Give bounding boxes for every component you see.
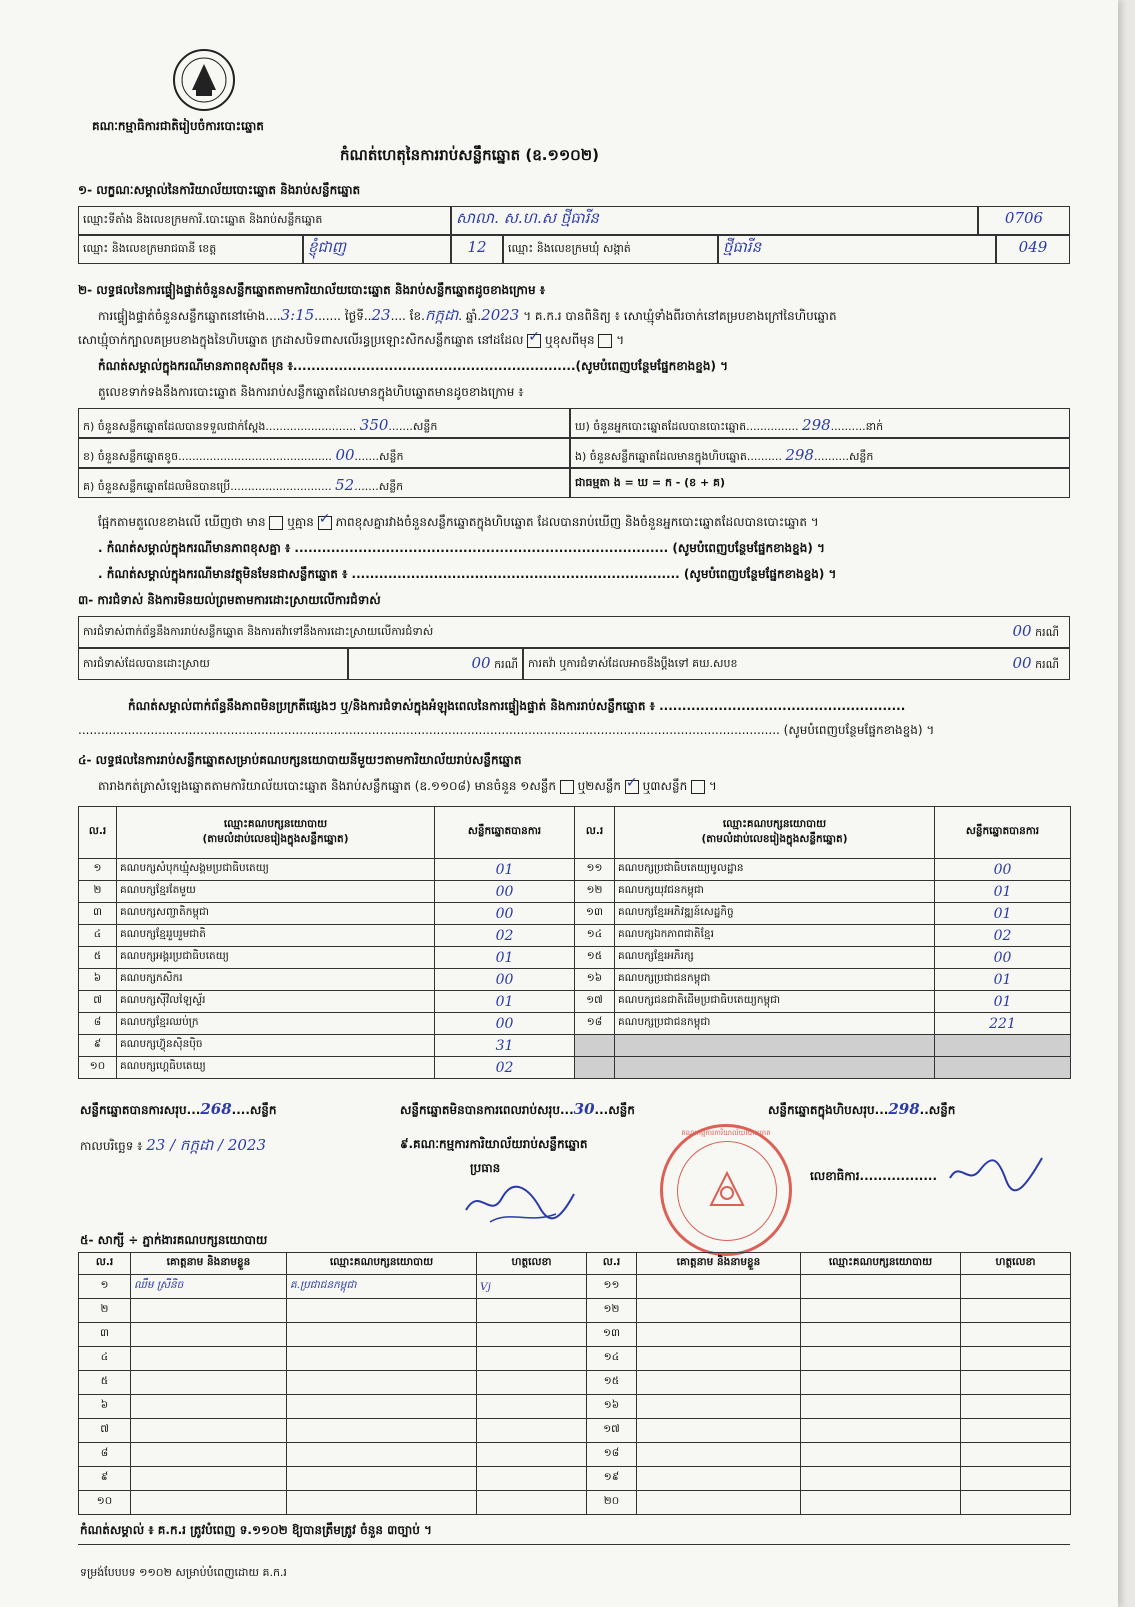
figure-a: ក) ចំនួនសន្លឹកឆ្នោតដែលបានទទួលជាក់ស្តែង.......................... 350.......សន្លឹក — [78, 408, 570, 438]
chair-signature-icon — [460, 1180, 580, 1228]
month-label: ខែ — [409, 309, 422, 323]
party-no: ១២ — [575, 881, 615, 903]
commune-value: ថ្មីធារីន — [723, 238, 762, 256]
table-row — [79, 1347, 1071, 1371]
time-label: ការផ្ទៀងផ្ទាត់ចំនួនសន្លឹកឆ្នោតនៅម៉ោង — [98, 309, 266, 323]
changed-note: កំណត់សម្គាល់ក្នុងករណីមានភាពខុសពីមុន ៖..............................................................(សូមបំពេញបន្ថែមផ្នែកខាងខ្នង) ។ — [98, 359, 729, 373]
figure-a-label: ក) ចំនួនសន្លឹកឆ្នោតដែលបានទទួលជាក់ស្តែង — [83, 420, 266, 433]
office-label: ឈ្មោះទីតាំង និងលេខក្រមការិ.បោះឆ្នោត និងរាប់សន្លឹកឆ្នោត — [78, 206, 451, 235]
w-col-no-right: ល.រ — [587, 1253, 637, 1275]
office-code-cell — [978, 206, 1070, 235]
difference-text: ភាពខុសគ្នារវាងចំនួនសន្លឹកឆ្នោតក្នុងហិបឆ្នោត ដែលបានរាប់ឃើញ និងចំនួនអ្នកបោះឆ្នោតដែលបានបោះឆ្នោត ។ — [335, 515, 819, 529]
nec-emblem-icon — [170, 46, 238, 114]
witness-no: ៣ — [79, 1323, 131, 1347]
formula: ជាធម្មតា ង = ឃ = ក - (ខ + គ) — [570, 468, 1070, 498]
party-name: គណបក្សស៊ីវិលឡៃស្ទ័រ — [117, 991, 435, 1013]
table-row — [79, 1467, 1071, 1491]
col-no-right: ល.រ — [575, 807, 615, 859]
party-no: ១៣ — [575, 903, 615, 925]
witness-name — [637, 1347, 801, 1371]
appeal-cell — [523, 648, 1070, 680]
tally-line: តារាងកត់ត្រាសំឡេងឆ្នោតតាមការិយាល័យបោះឆ្នោត និងរាប់សន្លឹកឆ្នោត (ឧ.១១០៨) មានចំនួន ១សន្លឹក ឬ២សន្លឹក ✓ ឬ៣សន្លឹក ។ — [98, 778, 717, 796]
witness-name — [637, 1395, 801, 1419]
party-votes: 02 — [435, 925, 575, 947]
witness-name: ឈឹម ស្រីនិច — [131, 1275, 287, 1299]
sum-box: សន្លឹកឆ្នោតក្នុងហិបសរុប...298..សន្លឹក — [768, 1100, 956, 1118]
year-label: ឆ្នាំ — [465, 309, 478, 323]
committee-name: គណៈកម្មាធិការជាតិរៀបចំការបោះឆ្នោត — [92, 119, 264, 133]
figure-e-label: ង) ចំនួនសន្លឹកឆ្នោតដែលមានក្នុងហិបឆ្នោត — [575, 450, 747, 463]
table-row — [79, 991, 1071, 1013]
table-row — [79, 925, 1071, 947]
party-votes: 00 — [935, 947, 1071, 969]
witness-signature — [961, 1299, 1071, 1323]
witness-name — [637, 1323, 801, 1347]
witness-party — [801, 1395, 961, 1419]
witness-signature — [961, 1443, 1071, 1467]
office-value-cell — [451, 206, 978, 235]
check-time: 3:15 — [280, 306, 315, 324]
witness-signature — [477, 1443, 587, 1467]
sum-invalid-value: 30 — [573, 1100, 595, 1118]
witness-table — [78, 1252, 1071, 1515]
sum-valid: សន្លឹកឆ្នោតបានការសរុប...268....សន្លឹក — [80, 1100, 277, 1118]
witness-no: ៧ — [79, 1419, 131, 1443]
check-year: 2023 — [481, 306, 520, 324]
party-votes: 00 — [435, 881, 575, 903]
resolved-value: 00 — [471, 654, 491, 672]
figure-a-value: 350 — [359, 416, 389, 434]
table-row — [79, 903, 1071, 925]
witness-party — [287, 1323, 477, 1347]
section1-heading: ១- លក្ខណៈសម្គាល់នៃការិយាល័យបោះឆ្នោត និងរាប់សន្លឹកឆ្នោត — [78, 183, 361, 197]
objection-row-1-value: 00 — [1012, 622, 1032, 640]
witness-party — [801, 1443, 961, 1467]
party-no: ១៦ — [575, 969, 615, 991]
difference-line — [98, 514, 819, 532]
party-name: គណបក្សឯកភាពជាតិខ្មែរ — [615, 925, 935, 947]
sum-valid-value: 268 — [200, 1100, 232, 1118]
seal-status-text: សោឃ្មុំចាក់ក្បាលគម្របខាងក្នុងនៃហិបឆ្នោត ក្រដាសបិទពាសលើរន្ធប្រឡោះសិកសន្លឹកឆ្នោត នៅដដែល — [78, 333, 524, 347]
figure-d-value: 298 — [802, 416, 831, 434]
form-code: ទម្រង់បែបបទ ១១០២ សម្រាប់បំពេញដោយ គ.ក.រ — [80, 1566, 287, 1579]
party-no: ៧ — [79, 991, 117, 1013]
witness-name — [131, 1443, 287, 1467]
witness-name — [637, 1299, 801, 1323]
date-value: 23 / កក្កដា / 2023 — [146, 1136, 267, 1154]
party-votes: 221 — [935, 1013, 1071, 1035]
witness-name — [637, 1371, 801, 1395]
section2-heading: ២- លទ្ធផលនៃការផ្ទៀងផ្ទាត់ចំនួនសន្លឹកឆ្នោតតាមការិយាល័យបោះឆ្នោត និងរាប់សន្លឹកឆ្នោតដូចខាងក្រោម ៖ — [78, 283, 546, 297]
party-votes: 01 — [935, 881, 1071, 903]
secretary-label: លេខាធិការ — [810, 1169, 860, 1183]
empty-cell — [935, 1057, 1071, 1079]
section3-heading: ៣- ការជំទាស់ និងការមិនយល់ព្រមតាមការដោះស្រាយលើការជំទាស់ — [78, 593, 381, 607]
check-line-2: សោឃ្មុំចាក់ក្បាលគម្របខាងក្នុងនៃហិបឆ្នោត ក្រដាសបិទពាសលើរន្ធប្រឡោះសិកសន្លឹកឆ្នោត នៅដដែល ✓ ឬខុសពីមុន ។ — [78, 332, 624, 350]
party-no: ២ — [79, 881, 117, 903]
w-col-party-left: ឈ្មោះគណបក្សនយោបាយ — [287, 1253, 477, 1275]
commune-label: ឈ្មោះ និងលេខក្រមឃុំ សង្កាត់ — [503, 235, 718, 264]
party-name: គណបក្សខ្មែររួបរួមជាតិ — [117, 925, 435, 947]
witness-party: គ.ប្រជាជនកម្ពុជា — [287, 1275, 477, 1299]
check-month: កក្កដា — [424, 306, 459, 324]
figure-b-unit: សន្លឹក — [379, 450, 404, 463]
check-line-1-tail: ។ គ.ក.រ បានពិនិត្យ ៖ សោឃ្មុំទាំងពីរចាក់នៅគម្របខាងក្រៅនៃហិបឆ្នោត — [523, 309, 837, 323]
changed-label: ឬខុសពីមុន — [545, 333, 595, 347]
witness-signature — [961, 1419, 1071, 1443]
witness-signature — [477, 1419, 587, 1443]
party-no: ៥ — [79, 947, 117, 969]
party-no: ៣ — [79, 903, 117, 925]
unchanged-checkbox[interactable] — [527, 334, 541, 348]
witness-name — [131, 1371, 287, 1395]
party-votes: 31 — [435, 1035, 575, 1057]
party-votes: 02 — [935, 925, 1071, 947]
witness-name — [131, 1491, 287, 1515]
party-no: ១ — [79, 859, 117, 881]
date-line — [80, 1136, 266, 1158]
party-name: គណបក្សយុវជនកម្ពុជា — [615, 881, 935, 903]
province-value-cell — [303, 235, 451, 264]
party-votes: 01 — [435, 991, 575, 1013]
figure-d-label: ឃ) ចំនួនអ្នកបោះឆ្នោតដែលបានបោះឆ្នោត — [575, 420, 747, 433]
figure-e-value: 298 — [785, 446, 814, 464]
footer-divider — [78, 1544, 1070, 1545]
party-no: ១១ — [575, 859, 615, 881]
resolved-label: ការជំទាស់ដែលបានដោះស្រាយ — [78, 648, 348, 680]
witness-party — [287, 1395, 477, 1419]
col-votes-right: សន្លឹកឆ្នោតបានការ — [935, 807, 1071, 859]
witness-signature — [961, 1467, 1071, 1491]
commune-code: 049 — [1018, 238, 1048, 256]
party-name: គណបក្សខ្មែរតែមួយ — [117, 881, 435, 903]
appeal-value: 00 — [1012, 654, 1032, 672]
party-name: គណបក្សសញ្ជាតិកម្ពុជា — [117, 903, 435, 925]
witness-no: ៨ — [79, 1443, 131, 1467]
stamp-text: គណៈកម្មការការិយាល័យបោះឆ្នោត — [681, 1129, 771, 1137]
irregularity-note: កំណត់សម្គាល់ពាក់ព័ន្ធនឹងភាពមិនប្រក្រតីផ្សេងៗ ឬ/និងការជំទាស់ក្នុងអំឡុងពេលនៃការផ្ទៀងផ្ទាត់ និងការរាប់សន្លឹកឆ្នោត ៖ ...................................................... — [128, 699, 906, 713]
witness-party — [801, 1467, 961, 1491]
witness-name — [131, 1419, 287, 1443]
empty-cell — [575, 1035, 615, 1057]
objection-row-1-label: ការជំទាស់ពាក់ព័ន្ធនឹងការរាប់សន្លឹកឆ្នោត និងការតវ៉ាទៅនឹងការដោះស្រាយលើការជំទាស់ — [83, 625, 434, 638]
witness-no: ១៧ — [587, 1419, 637, 1443]
witness-name — [131, 1395, 287, 1419]
witness-no: ២០ — [587, 1491, 637, 1515]
figure-d: ឃ) ចំនួនអ្នកបោះឆ្នោតដែលបានបោះឆ្នោត............... 298..........នាក់ — [570, 408, 1070, 438]
section5-heading: ៥- សាក្សី ÷ ភ្នាក់ងារគណបក្សនយោបាយ — [80, 1233, 268, 1247]
date-label: កាលបរិច្ឆេទ ៖ — [80, 1139, 143, 1153]
table-row — [79, 947, 1071, 969]
witness-no: ១ — [79, 1275, 131, 1299]
sum-box-label: សន្លឹកឆ្នោតក្នុងហិបសរុប — [768, 1103, 875, 1117]
commune-code-cell — [996, 235, 1070, 264]
witness-no: ១៩ — [587, 1467, 637, 1491]
office-value: សាលា. ស.ហ.ស ថ្មីធារីន — [456, 209, 599, 227]
col-party-left — [117, 807, 435, 859]
province-value: ខ្ញុំជាញ — [308, 238, 347, 256]
party-name: គណបក្សហ៊្វុនស៊ិនប៉ិច — [117, 1035, 435, 1057]
witness-signature — [961, 1347, 1071, 1371]
figure-a-unit: សន្លឹក — [412, 420, 438, 433]
w-col-sign-left: ហត្ថលេខា — [477, 1253, 587, 1275]
witness-signature: Vj — [477, 1275, 587, 1299]
stamp-emblem-icon — [703, 1167, 751, 1215]
table-row — [79, 1057, 1071, 1079]
col-party-left-sub: (តាមលំដាប់លេខរៀងក្នុងសន្លឹកឆ្នោត) — [202, 832, 349, 845]
sum-valid-unit: សន្លឹក — [249, 1103, 277, 1117]
table-row — [79, 1491, 1071, 1515]
col-votes-left: សន្លឹកឆ្នោតបានការ — [435, 807, 575, 859]
witness-party — [801, 1419, 961, 1443]
party-name: គណបក្សជនជាតិដើមប្រជាធិបតេយ្យកម្ពុជា — [615, 991, 935, 1013]
party-no: ៨ — [79, 1013, 117, 1035]
figure-c-unit: សន្លឹក — [378, 480, 404, 493]
check-line-1: ការផ្ទៀងផ្ទាត់ចំនួនសន្លឹកឆ្នោតនៅម៉ោង....3:15....... ថ្ងៃទី..23.... ខែ.កក្កដា. ឆ្នាំ.2023 ។ គ.ក.រ បានពិនិត្យ ៖ សោឃ្មុំទាំងពីរចាក់នៅគម្របខាងក្រៅនៃហិបឆ្នោត — [98, 306, 837, 324]
appeal-unit: ករណី — [1035, 658, 1059, 671]
foreign-object-note: . កំណត់សម្គាល់ក្នុងករណីមានវត្ថុមិនមែនជាសន្លឹកឆ្នោត ៖ ........................................................................ (សូមបំពេញបន្ថែមផ្នែកខាងខ្នង) ។ — [98, 567, 837, 581]
party-votes: 01 — [935, 903, 1071, 925]
difference-note: . កំណត់សម្គាល់ក្នុងករណីមានភាពខុសគ្នា ៖ .................................................................................. (សូមបំពេញបន្ថែមផ្នែកខាងខ្នង) ។ — [98, 541, 825, 555]
difference-has-label: ផ្អែកតាមតួលេខខាងលើ ឃើញថា មាន — [98, 515, 266, 529]
witness-signature — [477, 1395, 587, 1419]
figure-c-label: គ) ចំនួនសន្លឹកឆ្នោតដែលមិនបានប្រើ — [83, 480, 231, 493]
witness-signature — [477, 1323, 587, 1347]
results-table — [78, 806, 1071, 1079]
w-col-name-right: គោត្តនាម និងនាមខ្លួន — [637, 1253, 801, 1275]
changed-checkbox[interactable] — [598, 334, 612, 348]
objection-row-1-count — [1013, 622, 1060, 642]
sum-invalid: សន្លឹកឆ្នោតមិនបានការពេលរាប់សរុប...30...សន្លឹក — [400, 1100, 635, 1118]
witness-signature — [961, 1395, 1071, 1419]
table-row — [79, 859, 1071, 881]
w-col-name-left: គោត្តនាម និងនាមខ្លួន — [131, 1253, 287, 1275]
party-votes: 01 — [435, 947, 575, 969]
table-row — [79, 1299, 1071, 1323]
witness-name — [131, 1323, 287, 1347]
party-no: ១៧ — [575, 991, 615, 1013]
check-day: 23 — [371, 306, 391, 324]
party-name: គណបក្សប្រជាជនកម្ពុជា — [615, 1013, 935, 1035]
col-party-right-title: ឈ្មោះគណបក្សនយោបាយ — [722, 817, 827, 830]
witness-party — [287, 1371, 477, 1395]
secretary-line: លេខាធិការ................. — [810, 1169, 938, 1183]
witness-no: ១៦ — [587, 1395, 637, 1419]
province-code: 12 — [467, 238, 487, 256]
party-votes: 00 — [435, 969, 575, 991]
party-votes: 00 — [935, 859, 1071, 881]
party-name: គណបក្សប្រជាធិបតេយ្យមូលដ្ឋាន — [615, 859, 935, 881]
witness-name — [637, 1275, 801, 1299]
sum-box-value: 298 — [888, 1100, 920, 1118]
tally-one-label: តារាងកត់ត្រាសំឡេងឆ្នោតតាមការិយាល័យបោះឆ្នោត និងរាប់សន្លឹកឆ្នោត (ឧ.១១០៨) មានចំនួន ១សន្លឹក — [98, 779, 556, 793]
witness-party — [287, 1299, 477, 1323]
appeal-count — [1013, 654, 1060, 674]
party-no: ១៨ — [575, 1013, 615, 1035]
party-no: ៦ — [79, 969, 117, 991]
table-row — [79, 969, 1071, 991]
witness-party — [287, 1419, 477, 1443]
figure-c: គ) ចំនួនសន្លឹកឆ្នោតដែលមិនបានប្រើ............................. 52.......សន្លឹក — [78, 468, 570, 498]
figure-b: ខ) ចំនួនសន្លឹកឆ្នោតខូច............................................ 00.......សន្លឹក — [78, 438, 570, 468]
witness-party — [801, 1299, 961, 1323]
table-row — [79, 1371, 1071, 1395]
party-no: ៩ — [79, 1035, 117, 1057]
witness-signature — [961, 1275, 1071, 1299]
witness-name — [637, 1443, 801, 1467]
sum-box-unit: សន្លឹក — [928, 1103, 956, 1117]
witness-no: ១០ — [79, 1491, 131, 1515]
party-votes: 01 — [935, 969, 1071, 991]
table-row — [79, 1419, 1071, 1443]
footer-note: កំណត់សម្គាល់ ៖ គ.ក.រ ត្រូវបំពេញ ទ.១១០២ ឱ្យបានត្រឹមត្រូវ ចំនួន ៣ច្បាប់ ។ — [80, 1523, 432, 1537]
witness-party — [801, 1323, 961, 1347]
tally-two-label: ឬ២សន្លឹក — [577, 779, 622, 793]
witness-name — [637, 1467, 801, 1491]
official-stamp — [660, 1124, 792, 1256]
sum-valid-label: សន្លឹកឆ្នោតបានការសរុប — [80, 1103, 187, 1117]
witness-party — [287, 1347, 477, 1371]
office-code: 0706 — [1004, 209, 1044, 227]
table-row — [79, 1443, 1071, 1467]
witness-no: ១៤ — [587, 1347, 637, 1371]
figure-e: ង) ចំនួនសន្លឹកឆ្នោតដែលមានក្នុងហិបឆ្នោត.......... 298..........សន្លឹក — [570, 438, 1070, 468]
col-party-right-sub: (តាមលំដាប់លេខរៀងក្នុងសន្លឹកឆ្នោត) — [701, 832, 848, 845]
witness-no: ៦ — [79, 1395, 131, 1419]
witness-party — [801, 1347, 961, 1371]
has-difference-checkbox[interactable] — [269, 516, 283, 530]
witness-no: ១១ — [587, 1275, 637, 1299]
party-name: គណបក្សខ្មែរអភិវឌ្ឍន៍សេដ្ឋកិច្ច — [615, 903, 935, 925]
committee-label: ៩.គណៈកម្មការការិយាល័យរាប់សន្លឹកឆ្នោត — [400, 1137, 588, 1151]
witness-no: ១៨ — [587, 1443, 637, 1467]
party-name: គណបក្សខ្មែរអភិរក្ស — [615, 947, 935, 969]
party-name: គណបក្សសំបុកឃ្មុំសង្គមប្រជាធិបតេយ្យ — [117, 859, 435, 881]
tally-2-checkbox[interactable] — [625, 780, 639, 794]
objection-row-1-unit: ករណី — [1035, 626, 1059, 639]
empty-cell — [615, 1035, 935, 1057]
w-col-sign-right: ហត្ថលេខា — [961, 1253, 1071, 1275]
table-row — [79, 881, 1071, 903]
party-votes: 01 — [935, 991, 1071, 1013]
empty-cell — [575, 1057, 615, 1079]
table-row — [79, 1395, 1071, 1419]
figures-intro: តួលេខទាក់ទងនឹងការបោះឆ្នោត និងការរាប់សន្លឹកឆ្នោតដែលមានក្នុងហិបឆ្នោតមានដូចខាងក្រោម ៖ — [98, 385, 524, 399]
party-no: ៤ — [79, 925, 117, 947]
witness-no: ៥ — [79, 1371, 131, 1395]
tally-3-checkbox[interactable] — [691, 780, 705, 794]
witness-no: ១៥ — [587, 1371, 637, 1395]
figure-b-label: ខ) ចំនួនសន្លឹកឆ្នោតខូច — [83, 450, 179, 463]
party-name: គណបក្សកសិករ — [117, 969, 435, 991]
commune-value-cell — [718, 235, 996, 264]
form-title: កំណត់ហេតុនៃការរាប់សន្លឹកឆ្នោត (ឧ.១១០២) — [340, 146, 600, 164]
party-no: ១៤ — [575, 925, 615, 947]
col-no-left: ល.រ — [79, 807, 117, 859]
table-row — [79, 1275, 1071, 1299]
party-votes: 00 — [435, 903, 575, 925]
witness-name — [131, 1299, 287, 1323]
w-col-no-left: ល.រ — [79, 1253, 131, 1275]
chair-label: ប្រធាន — [470, 1161, 501, 1175]
witness-signature — [477, 1371, 587, 1395]
witness-name — [131, 1467, 287, 1491]
party-votes: 00 — [435, 1013, 575, 1035]
table-row — [79, 1035, 1071, 1057]
witness-name — [637, 1491, 801, 1515]
resolved-count — [348, 648, 523, 680]
tally-three-label: ឬ៣សន្លឹក — [642, 779, 688, 793]
table-row — [79, 1323, 1071, 1347]
col-party-right — [615, 807, 935, 859]
witness-signature — [477, 1347, 587, 1371]
figure-b-value: 00 — [335, 446, 355, 464]
witness-signature — [961, 1491, 1071, 1515]
party-name: គណបក្សអង្គរប្រជាធិបតេយ្យ — [117, 947, 435, 969]
tally-1-checkbox[interactable] — [560, 780, 574, 794]
witness-signature — [477, 1467, 587, 1491]
witness-no: ១២ — [587, 1299, 637, 1323]
w-col-party-right: ឈ្មោះគណបក្សនយោបាយ — [801, 1253, 961, 1275]
objection-row-1 — [78, 616, 1070, 648]
sum-invalid-label: សន្លឹកឆ្នោតមិនបានការពេលរាប់សរុប — [400, 1103, 560, 1117]
difference-none-label: ឬគ្មាន — [287, 515, 314, 529]
figure-d-unit: នាក់ — [865, 420, 884, 433]
witness-party — [801, 1491, 961, 1515]
witness-signature — [477, 1299, 587, 1323]
party-name: គណបក្សប្រជាជនកម្ពុជា — [615, 969, 935, 991]
witness-party — [801, 1371, 961, 1395]
party-votes: 01 — [435, 859, 575, 881]
figure-e-unit: សន្លឹក — [848, 450, 874, 463]
witness-party — [287, 1443, 477, 1467]
table-row — [79, 1013, 1071, 1035]
witness-no: ១៣ — [587, 1323, 637, 1347]
resolved-unit: ករណី — [494, 658, 518, 671]
sum-invalid-unit: សន្លឹក — [608, 1103, 635, 1117]
witness-party — [287, 1467, 477, 1491]
figure-c-value: 52 — [335, 476, 355, 494]
witness-no: ៤ — [79, 1347, 131, 1371]
province-label: ឈ្មោះ និងលេខក្រមរាជធានី ខេត្ត — [78, 235, 303, 264]
irregularity-note-cont: ........................................................................................................................................................................................ (សូមបំពេញបន្ថែមផ្នែកខាងខ្នង) ។ — [78, 723, 935, 737]
empty-cell — [935, 1035, 1071, 1057]
witness-name — [131, 1347, 287, 1371]
witness-signature — [961, 1323, 1071, 1347]
empty-cell — [615, 1057, 935, 1079]
witness-party — [801, 1275, 961, 1299]
party-no: ១៥ — [575, 947, 615, 969]
party-name: គណបក្សខ្មែរឈប់ក្រ — [117, 1013, 435, 1035]
secretary-signature-icon — [946, 1150, 1046, 1194]
witness-signature — [961, 1371, 1071, 1395]
province-code-cell — [451, 235, 503, 264]
section4-heading: ៤- លទ្ធផលនៃការរាប់សន្លឹកឆ្នោតសម្រាប់គណបក្សនយោបាយនីមួយៗតាមការិយាល័យរាប់សន្លឹកឆ្នោត — [78, 753, 522, 767]
witness-signature — [477, 1491, 587, 1515]
party-name: គណបក្សហ្គេធិបតេយ្យ — [117, 1057, 435, 1079]
witness-no: ៩ — [79, 1467, 131, 1491]
day-label: ថ្ងៃទី — [344, 309, 364, 323]
col-party-left-title: ឈ្មោះគណបក្សនយោបាយ — [223, 817, 328, 830]
witness-party — [287, 1491, 477, 1515]
party-no: ១០ — [79, 1057, 117, 1079]
appeal-label: ការតវ៉ា ឬការជំទាស់ដែលអាចនឹងប្តឹងទៅ គឃ.សបខ — [528, 657, 738, 670]
witness-no: ២ — [79, 1299, 131, 1323]
party-votes: 02 — [435, 1057, 575, 1079]
witness-name — [637, 1419, 801, 1443]
no-difference-checkbox[interactable] — [318, 516, 332, 530]
